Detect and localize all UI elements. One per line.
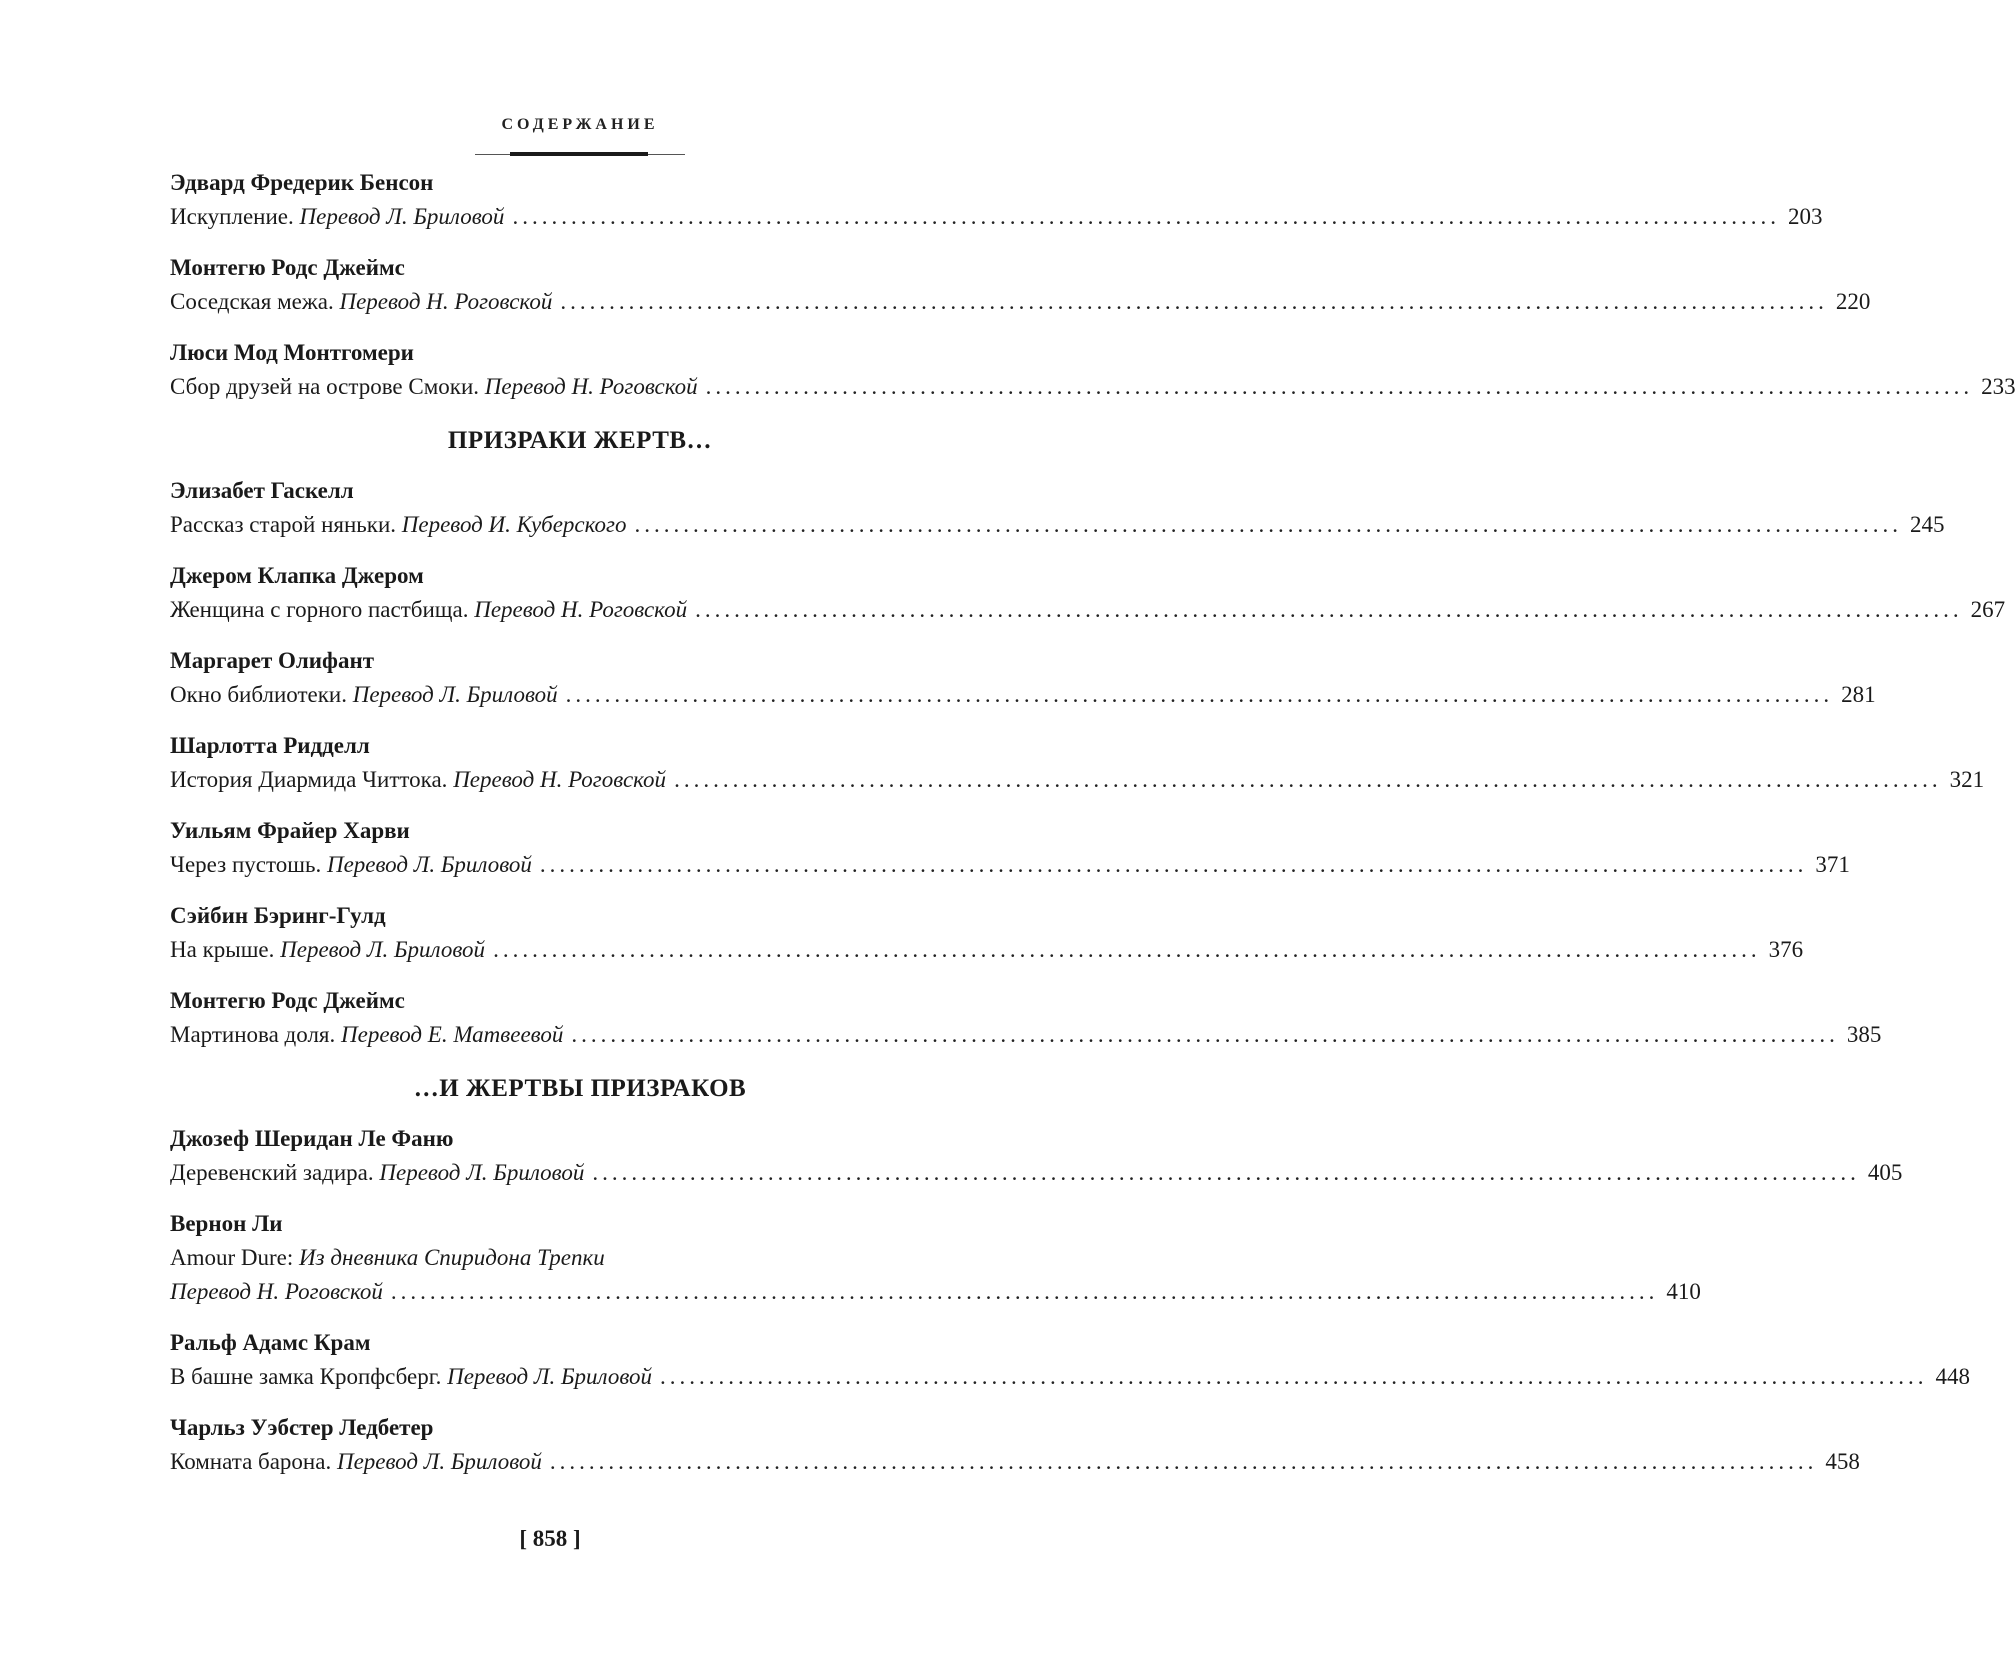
toc-line [170,285,1871,319]
toc-translator: Перевод Н. Роговской [484,374,698,399]
toc-author: Шарлотта Ридделл [170,733,370,758]
toc-entry [170,474,1945,542]
running-head: СОДЕРЖАНИЕ [501,116,659,133]
toc-line [170,508,1945,542]
toc-title: Искупление. [170,204,294,229]
toc-translator: Перевод Л. Бриловой [379,1160,585,1185]
toc-line [170,1018,1882,1052]
toc-translator: Перевод Н. Роговской [339,289,553,314]
toc-page-number: 410 [1666,1279,1701,1304]
toc-author: Ральф Адамс Крам [170,1330,371,1355]
toc-author: Монтегю Родс Джеймс [170,255,405,280]
toc-title: В башне замка Кропфсберг. [170,1364,442,1389]
toc-entry [170,1207,1701,1309]
section-heading: ПРИЗРАКИ ЖЕРТВ… [447,427,713,454]
toc-line [170,370,2016,404]
leader-dots: .................................................................................................................................. [660,1364,1928,1389]
toc-line [170,678,1876,712]
toc-author: Чарльз Уэбстер Ледбетер [170,1415,434,1440]
toc-entry [170,559,2006,627]
toc-author: Уильям Фрайер Харви [170,818,410,843]
toc-author: Монтегю Родс Джеймс [170,988,405,1013]
toc-title: Amour Dure: [170,1245,294,1270]
leader-dots: .................................................................................................................................. [571,1022,1839,1047]
toc-author: Элизабет Гаскелл [170,478,354,503]
toc-title: На крыше. [170,937,275,962]
toc-author: Маргарет Олифант [170,648,375,673]
toc-translator: Перевод Н. Роговской [453,767,667,792]
toc-page-number: 321 [1949,767,1985,792]
toc-line [170,933,1804,967]
toc-line [170,1275,1701,1309]
toc-title: Деревенский задира. [170,1160,374,1185]
toc-title: Через пустошь. [170,852,322,877]
toc-page-number: 281 [1841,682,1876,707]
leader-dots: .................................................................................................................................. [390,1279,1659,1304]
toc-title: Женщина с горного пастбища. [170,597,469,622]
leader-dots: .................................................................................................................................. [493,937,1761,962]
toc-page-number: 376 [1768,937,1804,962]
toc-translator: Перевод Л. Бриловой [299,204,505,229]
toc-line [170,1156,1903,1190]
toc-line [170,848,1850,882]
toc-page-number: 203 [1787,204,1823,229]
toc-translator: Перевод Н. Роговской [474,597,688,622]
toc-title: Соседская межа. [170,289,334,314]
toc-title-line [170,1241,990,1275]
toc-author: Люси Мод Монтгомери [170,340,414,365]
leader-dots: .................................................................................................................................. [560,289,1828,314]
toc-title: Рассказ старой няньки. [170,512,397,537]
toc-title: Мартинова доля. [170,1022,336,1047]
leader-dots: .................................................................................................................................. [592,1160,1860,1185]
toc-translator: Перевод И. Куберского [401,512,627,537]
toc-author: Вернон Ли [170,1211,283,1236]
toc-entry [170,1122,1903,1190]
toc-entry [170,984,1882,1052]
toc-translator: Перевод Е. Матвеевой [341,1022,564,1047]
toc-entry [170,644,1876,712]
toc-translator: Перевод Н. Роговской [170,1279,383,1304]
toc-title: История Диармида Читтока. [170,767,448,792]
toc-page-number: 405 [1867,1160,1903,1185]
toc-page-number: 267 [1970,597,2006,622]
toc-translator: Перевод Л. Бриловой [336,1449,542,1474]
leader-dots: .................................................................................................................................. [634,512,1902,537]
toc-entry [170,729,1985,797]
toc-page-number: 448 [1935,1364,1971,1389]
toc-author: Эдвард Фредерик Бенсон [170,170,434,195]
leader-dots: .................................................................................................................................. [539,852,1808,877]
toc-page-number: 385 [1846,1022,1882,1047]
toc-entry [170,814,1850,882]
page-number: [ 858 ] [519,1526,581,1551]
leader-dots: .................................................................................................................................. [565,682,1834,707]
toc-line [170,593,2006,627]
table-of-contents [170,166,2016,1496]
leader-dots: .................................................................................................................................. [695,597,1963,622]
leader-dots: .................................................................................................................................. [705,374,1974,399]
leader-dots: .................................................................................................................................. [674,767,1942,792]
leader-dots: .................................................................................................................................. [512,204,1780,229]
header-rule-accent [510,152,648,156]
toc-entry [170,251,1871,319]
toc-title: Окно библиотеки. [170,682,347,707]
toc-page-number: 220 [1835,289,1871,314]
toc-translator: Перевод Л. Бриловой [447,1364,653,1389]
toc-line [170,1360,1971,1394]
toc-author: Джером Клапка Джером [170,563,424,588]
toc-translator: Перевод Л. Бриловой [326,852,532,877]
toc-author: Сэйбин Бэринг-Гулд [170,903,386,928]
toc-entry [170,336,2016,404]
toc-page-number: 458 [1825,1449,1860,1474]
toc-page-number: 233 [1981,374,2016,399]
toc-entry [170,1411,1860,1479]
toc-page-number: 245 [1910,512,1945,537]
toc-entry [170,899,1804,967]
toc-subtitle: Из дневника Спиридона Трепки [299,1245,605,1270]
toc-line [170,1445,1860,1479]
toc-title: Комната барона. [170,1449,332,1474]
toc-translator: Перевод Л. Бриловой [352,682,558,707]
toc-line [170,200,1823,234]
toc-title: Сбор друзей на острове Смоки. [170,374,480,399]
toc-entry [170,166,1823,234]
leader-dots: .................................................................................................................................. [549,1449,1818,1474]
section-heading: …И ЖЕРТВЫ ПРИЗРАКОВ [413,1075,747,1102]
toc-author: Джозеф Шеридан Ле Фаню [170,1126,454,1151]
toc-page-number: 371 [1815,852,1850,877]
toc-translator: Перевод Л. Бриловой [280,937,486,962]
toc-entry [170,1326,1971,1394]
toc-line [170,763,1985,797]
